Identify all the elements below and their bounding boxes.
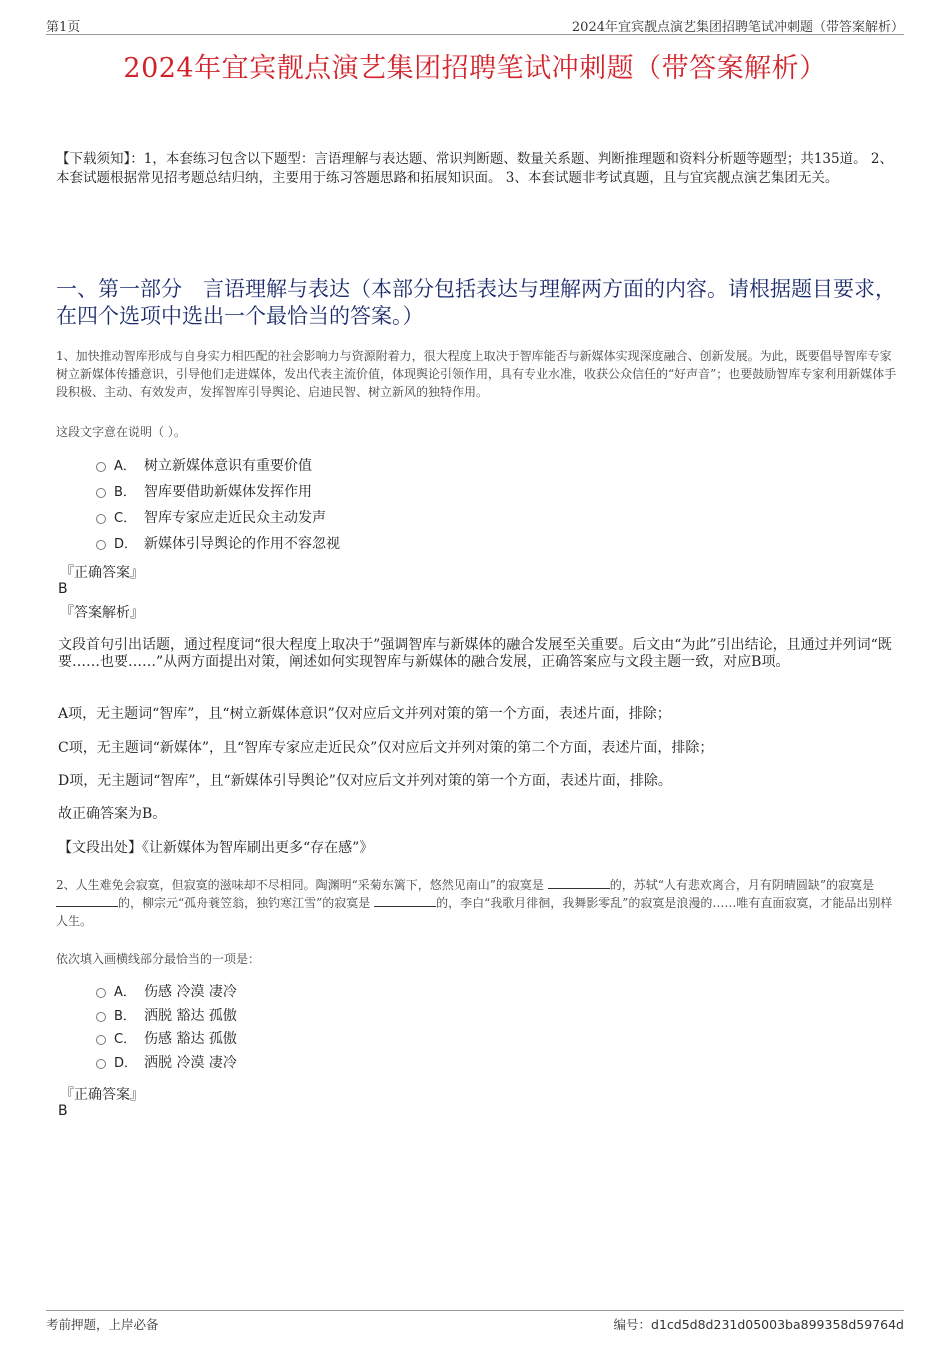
radio-icon[interactable]: [96, 1059, 106, 1069]
option-a[interactable]: A． 伤感 冷漠 凄冷: [96, 981, 237, 1005]
blank-line: [56, 896, 118, 907]
analysis-paragraph: 文段首句引出话题，通过程度词“很大程度上取决于”强调智库与新媒体的融合发展至关重要。后文由“为此”引出结论，且通过并列词“既要……也要……”从两方面提出对策，阐述如何实现智库与新媒体的融合发展，正确答案应与文段主题一致，对应B项。: [58, 637, 892, 670]
analysis-option-d: D项，无主题词“智库”，且“新媒体引导舆论”仅对应后文并列对策的第一个方面，表述片面，排除。: [58, 773, 672, 789]
radio-icon[interactable]: [96, 488, 106, 498]
footer-code: 编号：d1cd5d8d231d05003ba899358d59764d: [613, 1317, 904, 1332]
radio-icon[interactable]: [96, 462, 106, 472]
radio-icon[interactable]: [96, 988, 106, 998]
answer-value: B: [58, 1103, 68, 1119]
page-footer: [46, 1310, 904, 1333]
question-1-prompt: 这段文字意在说明（ ）。: [56, 425, 186, 439]
answer-tag: 『正确答案』: [60, 565, 144, 581]
analysis-tag: 『答案解析』: [60, 605, 144, 621]
question-2-prompt: 依次填入画横线部分最恰当的一项是：: [56, 952, 261, 966]
radio-icon[interactable]: [96, 1012, 106, 1022]
question-2-options: [96, 981, 237, 1075]
radio-icon[interactable]: [96, 514, 106, 524]
analysis-option-c: C项，无主题词“新媒体”，且“智库专家应走近民众”仅对应后文并列对策的第二个方面，表述片面，排除；: [58, 740, 714, 756]
radio-icon[interactable]: [96, 540, 106, 550]
option-c[interactable]: C． 伤感 豁达 孤傲: [96, 1028, 237, 1052]
header-doc-title: 2024年宜宾靓点演艺集团招聘笔试冲刺题（带答案解析）: [571, 20, 904, 35]
answer-tag: 『正确答案』: [60, 1087, 144, 1103]
blank-line: [374, 896, 436, 907]
question-1-options: [96, 453, 340, 557]
text-source: 【文段出处】《让新媒体为智库刷出更多“存在感”》: [58, 840, 374, 856]
footer-slogan: 考前押题，上岸必备: [46, 1317, 159, 1332]
option-b[interactable]: B． 智库要借助新媒体发挥作用: [96, 479, 340, 505]
page-number: 第1页: [46, 20, 81, 35]
page-header: [46, 14, 904, 35]
analysis-conclusion: 故正确答案为B。: [58, 806, 167, 822]
document-title: 2024年宜宾靓点演艺集团招聘笔试冲刺题（带答案解析）: [123, 53, 827, 84]
option-a[interactable]: A． 树立新媒体意识有重要价值: [96, 453, 340, 479]
radio-icon[interactable]: [96, 1035, 106, 1045]
answer-value: B: [58, 581, 68, 597]
option-c[interactable]: C． 智库专家应走近民众主动发声: [96, 505, 340, 531]
download-notice: 【下载须知】：1，本套练习包含以下题型：言语理解与表达题、常识判断题、数量关系题、判断推理题和资料分析题等题型；共135道。 2、本套试题根据常见招考题总结归纳，主要用于练习答题思路和拓展知识面。 3、本套试题非考试真题，且与宜宾靓点演艺集团无关。: [56, 151, 893, 186]
analysis-option-a: A项，无主题词“智库”，且“树立新媒体意识”仅对应后文并列对策的第一个方面，表述片面，排除；: [58, 706, 671, 722]
section-heading: 一、第一部分 言语理解与表达（本部分包括表达与理解两方面的内容。请根据题目要求，在四个选项中选出一个最恰当的答案。）: [56, 277, 896, 328]
question-2-text: 2、人生难免会寂寞，但寂寞的滋味却不尽相同。陶渊明“采菊东篱下，悠然见南山”的寂寞是 的，苏轼“人有悲欢离合，月有阴晴圆缺”的寂寞是 的，柳宗元“孤舟蓑笠翁，独钓寒江雪”的寂寞是 的，李白“我歌月徘徊，我舞影零乱”的寂寞是浪漫的……唯有直面寂寞，才能品出别样人生。: [56, 878, 893, 928]
option-b[interactable]: B． 洒脱 豁达 孤傲: [96, 1005, 237, 1029]
option-d[interactable]: D． 洒脱 冷漠 凄冷: [96, 1052, 237, 1076]
question-1-text: 1、加快推动智库形成与自身实力相匹配的社会影响力与资源附着力，很大程度上取决于智库能否与新媒体实现深度融合、创新发展。为此，既要倡导智库专家树立新媒体传播意识，引导他们走进媒体，发出代表主流价值，体现舆论引领作用，具有专业水准，收获公众信任的“好声音”；也要鼓励智库专家利用新媒体手段积极、主动、有效发声，发挥智库引导舆论、启迪民智、树立新风的独特作用。: [56, 349, 897, 399]
blank-line: [548, 878, 610, 889]
option-d[interactable]: D． 新媒体引导舆论的作用不容忽视: [96, 531, 340, 557]
